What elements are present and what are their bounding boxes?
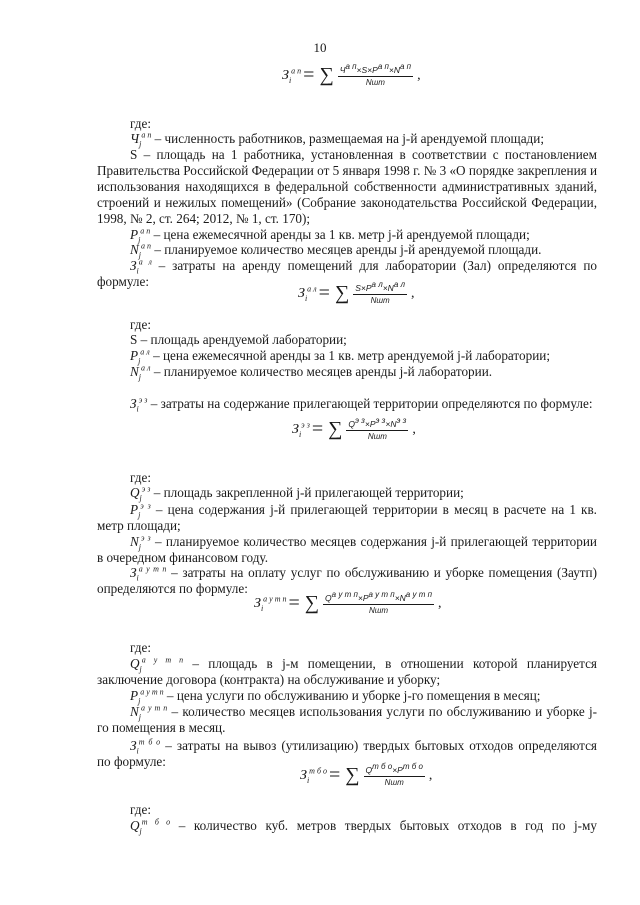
sum-sign: = ∑	[303, 64, 334, 86]
symbol: $P_j^{а п}$	[130, 226, 151, 245]
formula-comma: ,	[437, 595, 442, 611]
text-line: $N_j^{а у т п}$ – количество месяцев использования услуги по обслуживанию и уборке j-	[130, 703, 597, 722]
text-line: $Ч_j^{а п}$ – численность работников, размещаемая на j-й арендуемой площади;	[130, 130, 544, 149]
formula-lhs: $З_i^{а п}$	[282, 65, 302, 85]
formula-numerator: $Q^{а у т п}\times P^{а у т п}\times N^{а у т п}$	[325, 589, 432, 603]
text-line: заключение договора (контракта) на обслуживание и уборку;	[97, 672, 441, 687]
formula-fraction	[338, 61, 413, 87]
formula-denominator: Nшт	[367, 431, 387, 441]
formula-denominator: Nшт	[384, 777, 404, 787]
symbol: $Q_j^{э з}$	[130, 484, 151, 503]
formula-denominator: Nшт	[370, 295, 390, 305]
symbol: $Q_j^{а у т п}$	[130, 655, 184, 674]
formula-fraction	[353, 279, 407, 305]
text-line: где:	[130, 640, 151, 655]
text-line: $N_j^{э з}$ – планируемое количество месяцев содержания j-й прилегающей территории	[130, 533, 597, 552]
formula-rent-area	[282, 61, 421, 87]
text-line: $З_i^{э з}$ – затраты на содержание прилегающей территории определяются по формуле:	[130, 395, 593, 414]
text-line: $З_i^{а л}$ – затраты на аренду помещений для лаборатории (Зал) определяются по	[130, 257, 597, 276]
formula-lhs: $З_i^{э з}$	[292, 419, 310, 439]
formula-comma: ,	[428, 767, 433, 783]
sum-sign: = ∑	[328, 764, 360, 786]
formula-numerator: $Q^{т б о}\times P^{т б о}$	[365, 761, 423, 775]
formula-fraction	[364, 761, 425, 787]
text-line: $Q_j^{э з}$ – площадь закрепленной j-й прилегающей территории;	[130, 484, 464, 503]
sum-sign: = ∑	[318, 282, 350, 304]
text-line: $N_j^{а л}$ – планируемое количество месяцев аренды j-й лаборатории.	[130, 363, 493, 382]
text-line: S – площадь на 1 работника, установленная в соответствии с постановлением	[130, 147, 597, 162]
formula-fraction	[346, 415, 408, 441]
formula-lab-rent	[298, 279, 415, 305]
formula-cleaning	[254, 589, 442, 615]
symbol: $P_j^{а л}$	[130, 347, 150, 366]
text-line: где:	[130, 470, 151, 485]
text-line: $З_i^{т б о}$ – затраты на вывоз (утилизацию) твердых бытовых отходов определяются	[130, 737, 597, 756]
formula-numerator: $Q^{э з}\times P^{э з}\times N^{э з}$	[348, 415, 407, 429]
formula-lhs: $З_i^{а л}$	[298, 283, 317, 303]
text-line: $P_j^{а л}$ – цена ежемесячной аренды за 1 кв. метр арендуемой j-й лаборатории;	[130, 347, 550, 366]
text-line: $P_j^{а у т п}$ – цена услуги по обслуживанию и уборке j-го помещения в месяц;	[130, 687, 541, 706]
text-line: по формуле:	[97, 754, 166, 769]
text-line: $Q_j^{а у т п}$ – площадь в j-м помещении, в отношении которой планируется	[130, 655, 597, 674]
symbol: $З_i^{т б о}$	[130, 737, 161, 756]
formula-fraction	[323, 589, 434, 615]
formula-lhs: $З_i^{т б о}$	[300, 765, 327, 785]
text-line: строений и нежилых помещений» (Собрание законодательства Российской Федерации,	[97, 195, 597, 210]
formula-comma: ,	[411, 285, 415, 301]
text-line: где:	[130, 802, 151, 817]
symbol: $P_j^{э з}$	[130, 501, 151, 520]
text-line: $P_j^{э з}$ – цена содержания j-й прилегающей территории в месяц в расчете на 1 кв.	[130, 501, 597, 520]
symbol: $Q_j^{т б о}$	[130, 817, 171, 836]
text-line: в очередном финансовом году.	[97, 550, 268, 565]
formula-comma: ,	[417, 67, 421, 83]
text-line: определяются по формуле:	[97, 581, 248, 596]
text-line: $З_i^{а у т п}$ – затраты на оплату услуг по обслуживанию и уборке помещения (Заутп)	[130, 564, 598, 583]
formula-waste	[300, 761, 433, 787]
formula-denominator: Nшт	[368, 605, 389, 615]
text-line: $N_j^{а п}$ – планируемое количество месяцев аренды j-й арендуемой площади.	[130, 241, 542, 260]
text-line: где:	[130, 317, 151, 332]
sum-sign: = ∑	[288, 592, 320, 614]
symbol: $З_i^{э з}$	[130, 395, 148, 414]
page-number: 10	[313, 40, 327, 55]
formula-comma: ,	[412, 421, 416, 437]
text-line: метр площади;	[97, 518, 181, 533]
text-line: $Q_j^{т б о}$ – количество куб. метров твердых бытовых отходов в год по j-му	[130, 817, 597, 836]
formula-numerator: $Ч^{а п}\times S\times P^{а п}\times N^{а п}$	[339, 61, 412, 75]
symbol: $P_j^{а у т п}$	[130, 687, 164, 706]
symbol: $N_j^{а у т п}$	[130, 703, 168, 722]
symbol: $Ч_j^{а п}$	[130, 130, 152, 149]
text-line: использования находящихся в федеральной собственности административных зданий,	[97, 179, 597, 194]
text-line: 1998, № 2, ст. 264; 2012, № 1, ст. 170);	[97, 211, 311, 226]
formula-territory	[292, 415, 416, 441]
text-line: го помещения в месяц.	[97, 720, 226, 735]
symbol: $N_j^{а л}$	[130, 363, 151, 382]
symbol: $З_i^{а у т п}$	[130, 564, 167, 583]
sum-sign: = ∑	[311, 418, 343, 440]
formula-denominator: Nшт	[365, 77, 385, 87]
text-line: Правительства Российской Федерации от 5 января 1998 г. № 3 «О порядке закрепления и	[97, 163, 598, 178]
text-line: формуле:	[97, 274, 149, 289]
formula-numerator: $S\times P^{а л}\times N^{а л}$	[355, 279, 406, 293]
text-line: $P_j^{а п}$ – цена ежемесячной аренды за 1 кв. метр j-й арендуемой площади;	[130, 226, 530, 245]
formula-lhs: $З_i^{а у т п}$	[254, 593, 287, 613]
symbol: $N_j^{а п}$	[130, 241, 152, 260]
text-line: S – площадь арендуемой лаборатории;	[130, 332, 347, 347]
text-line: где:	[130, 116, 151, 131]
symbol: $N_j^{э з}$	[130, 533, 151, 552]
symbol: $З_i^{а л}$	[130, 257, 152, 276]
